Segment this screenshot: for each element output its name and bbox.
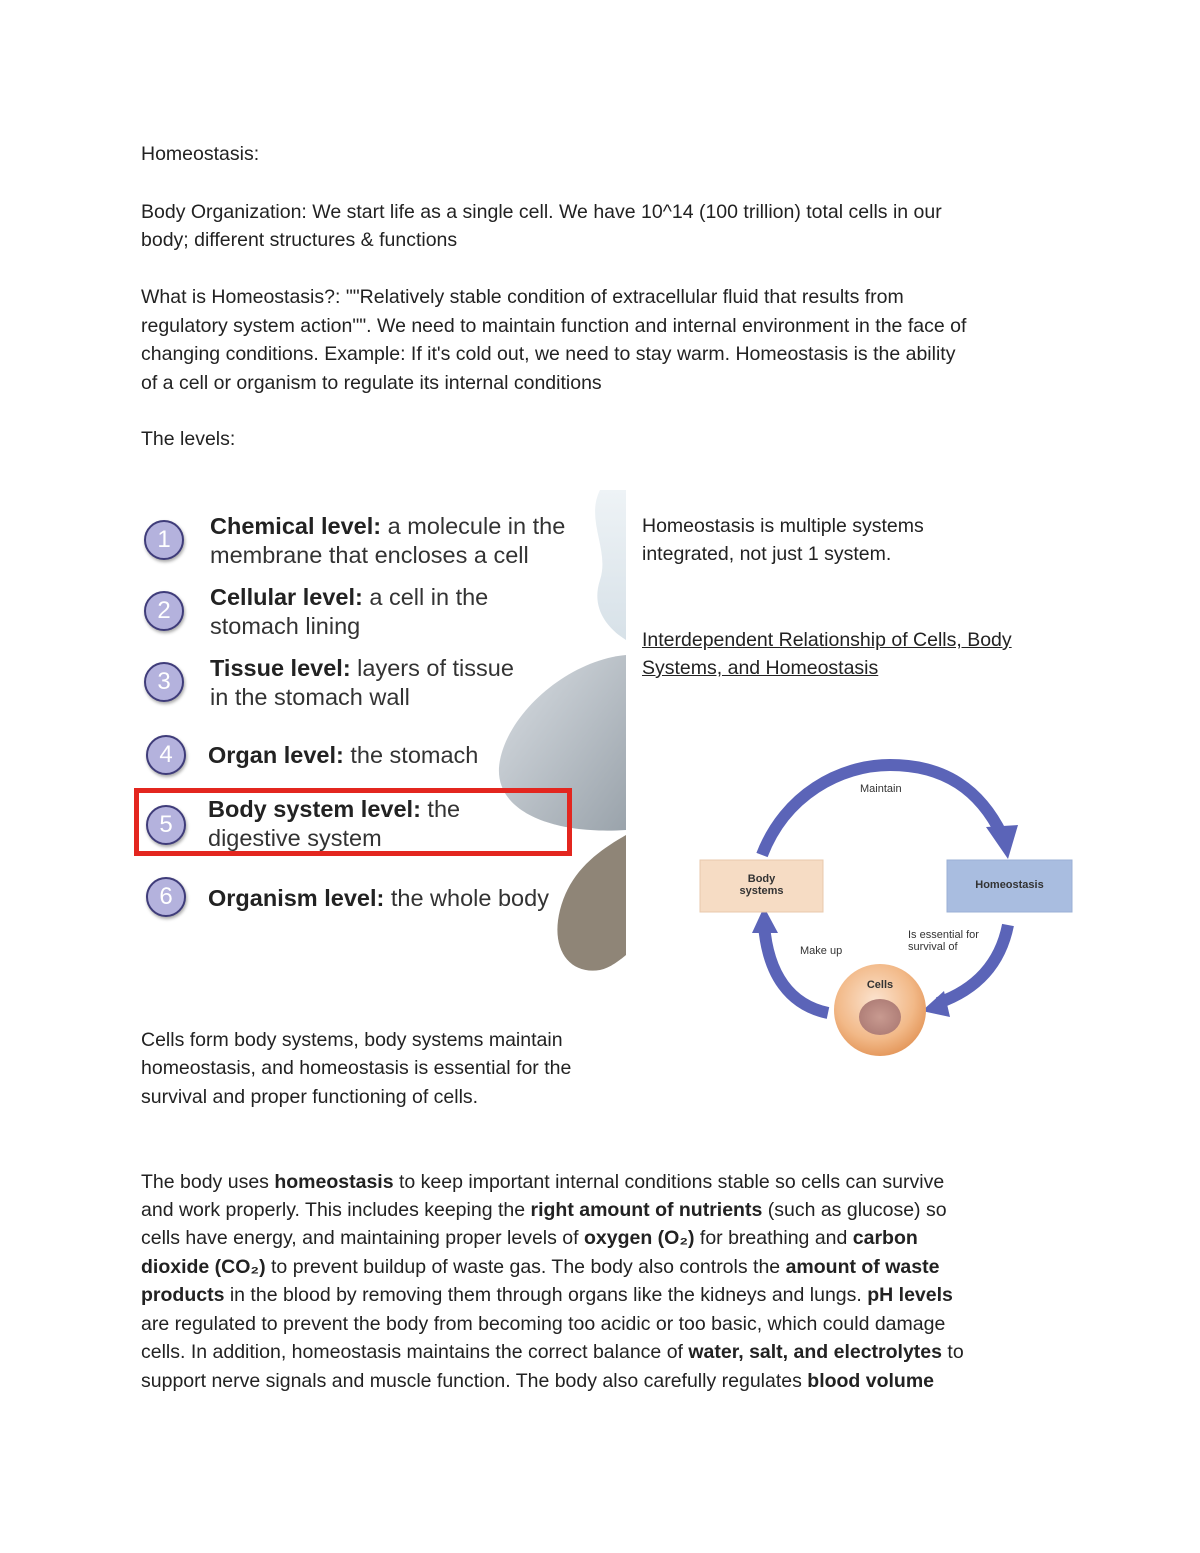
nucleus-icon: [859, 999, 901, 1035]
bold-term: dioxide (CO₂): [141, 1256, 266, 1278]
body-paragraph-line-3: [141, 1224, 918, 1253]
text-run: are regulated to prevent the body from becoming too acidic or too basic, which could damage: [141, 1313, 946, 1335]
side-note-line-2: integrated, not just 1 system.: [642, 543, 892, 565]
level-5-desc: the: [420, 796, 461, 822]
body-paragraph-line-8: [141, 1367, 934, 1396]
body-paragraph-line-2: [141, 1196, 947, 1225]
level-6-desc: the whole body: [384, 885, 549, 911]
level-6-text: [208, 884, 549, 913]
level-1-title: Chemical level:: [210, 513, 382, 539]
body-systems-label-1: Body: [747, 873, 776, 885]
text-run: cells. In addition, homeostasis maintains the correct balance of: [141, 1341, 689, 1363]
body-organization-line-2: body; different structures & functions: [141, 229, 458, 251]
text-run: support nerve signals and muscle function. The body also carefully regulates: [141, 1370, 808, 1392]
body-systems-label-2: systems: [739, 885, 784, 897]
bold-term: right amount of nutrients: [530, 1199, 763, 1221]
relationship-title-line-2: Systems, and Homeostasis: [642, 657, 879, 679]
text-run: to prevent buildup of waste gas. The body also controls the: [265, 1256, 786, 1278]
body-paragraph-line-1: [141, 1168, 944, 1197]
bold-term: oxygen (O₂): [583, 1227, 695, 1249]
level-4-title: Organ level:: [208, 742, 344, 768]
essential-label-1: Is essential for: [908, 929, 979, 941]
body-paragraph-line-7: [141, 1338, 964, 1367]
level-6-number-icon: 6: [146, 877, 186, 917]
level-2-text: [210, 583, 488, 641]
levels-heading: The levels:: [141, 428, 236, 450]
level-3-title: Tissue level:: [210, 655, 351, 681]
essential-label: [908, 929, 979, 953]
definition-line-2: regulatory system action"". We need to maintain function and internal environment in the face of: [141, 315, 967, 337]
level-3-text: [210, 654, 514, 712]
text-run: to: [942, 1341, 964, 1363]
homeostasis-cycle-diagram: [690, 755, 1090, 1065]
body-systems-label: [700, 873, 823, 897]
essential-label-2: survival of: [908, 941, 958, 953]
definition-line-3: changing conditions. Example: If it's cold out, we need to stay warm. Homeostasis is the ability: [141, 343, 956, 365]
level-1-desc: a molecule in the: [381, 513, 566, 539]
cells-note-line-3: survival and proper functioning of cells.: [141, 1086, 479, 1108]
level-1-text: [210, 512, 565, 570]
side-note-line-1: Homeostasis is multiple systems: [642, 515, 924, 537]
level-5-title: Body system level:: [208, 796, 421, 822]
cycle-arrows: [690, 755, 1090, 1065]
bold-term: blood volume: [807, 1370, 935, 1392]
make-up-label: Make up: [800, 945, 843, 957]
level-4-number-icon: 4: [146, 735, 186, 775]
text-run: to keep important internal conditions stable so cells can survive: [393, 1171, 945, 1193]
maintain-arrow: [762, 765, 1002, 855]
text-run: (such as glucose) so: [762, 1199, 947, 1221]
level-2-number-icon: 2: [144, 591, 184, 631]
bold-term: water, salt, and electrolytes: [688, 1341, 942, 1363]
levels-of-organization-figure: [130, 490, 626, 980]
level-1-desc-2: membrane that encloses a cell: [210, 542, 529, 568]
level-3-desc: layers of tissue: [350, 655, 514, 681]
homeostasis-label: Homeostasis: [975, 879, 1044, 891]
text-run: cells have energy, and maintaining proper levels of: [141, 1227, 584, 1249]
text-run: The body uses: [141, 1171, 275, 1193]
bold-term: pH levels: [867, 1284, 953, 1306]
text-run: and work properly. This includes keeping the: [141, 1199, 531, 1221]
level-5-text: [208, 795, 460, 853]
bold-term: amount of waste: [785, 1256, 940, 1278]
maintain-label: Maintain: [860, 783, 902, 795]
body-paragraph-line-6: [141, 1310, 945, 1339]
cells-label: Cells: [866, 979, 894, 991]
relationship-title-line-1: Interdependent Relationship of Cells, Body: [642, 629, 1012, 651]
definition-line-1: What is Homeostasis?: ""Relatively stable condition of extracellular fluid that results from: [141, 286, 904, 308]
bold-term: carbon: [852, 1227, 918, 1249]
text-run: in the blood by removing them through organs like the kidneys and lungs.: [224, 1284, 868, 1306]
body-organization-line-1: Body Organization: We start life as a single cell. We have 10^14 (100 trillion) total cells in our: [141, 201, 942, 223]
bold-term: homeostasis: [274, 1171, 394, 1193]
text-run: for breathing and: [694, 1227, 853, 1249]
body-paragraph-line-5: [141, 1281, 953, 1310]
bold-term: products: [141, 1284, 225, 1306]
cells-note-line-1: Cells form body systems, body systems maintain: [141, 1029, 563, 1051]
definition-line-4: of a cell or organism to regulate its internal conditions: [141, 372, 602, 394]
level-3-desc-2: in the stomach wall: [210, 684, 410, 710]
cells-note-line-2: homeostasis, and homeostasis is essential for the: [141, 1057, 572, 1079]
body-paragraph-line-4: [141, 1253, 939, 1282]
level-5-number-icon: 5: [146, 805, 186, 845]
page-heading: Homeostasis:: [141, 143, 260, 165]
level-3-number-icon: 3: [144, 662, 184, 702]
level-4-text: [208, 741, 478, 770]
make-up-arrow: [764, 925, 828, 1013]
level-6-title: Organism level:: [208, 885, 385, 911]
level-2-desc: a cell in the: [362, 584, 489, 610]
level-5-desc-2: digestive system: [208, 825, 382, 851]
level-2-desc-2: stomach lining: [210, 613, 361, 639]
level-1-number-icon: 1: [144, 520, 184, 560]
level-4-desc: the stomach: [343, 742, 479, 768]
level-2-title: Cellular level:: [210, 584, 363, 610]
